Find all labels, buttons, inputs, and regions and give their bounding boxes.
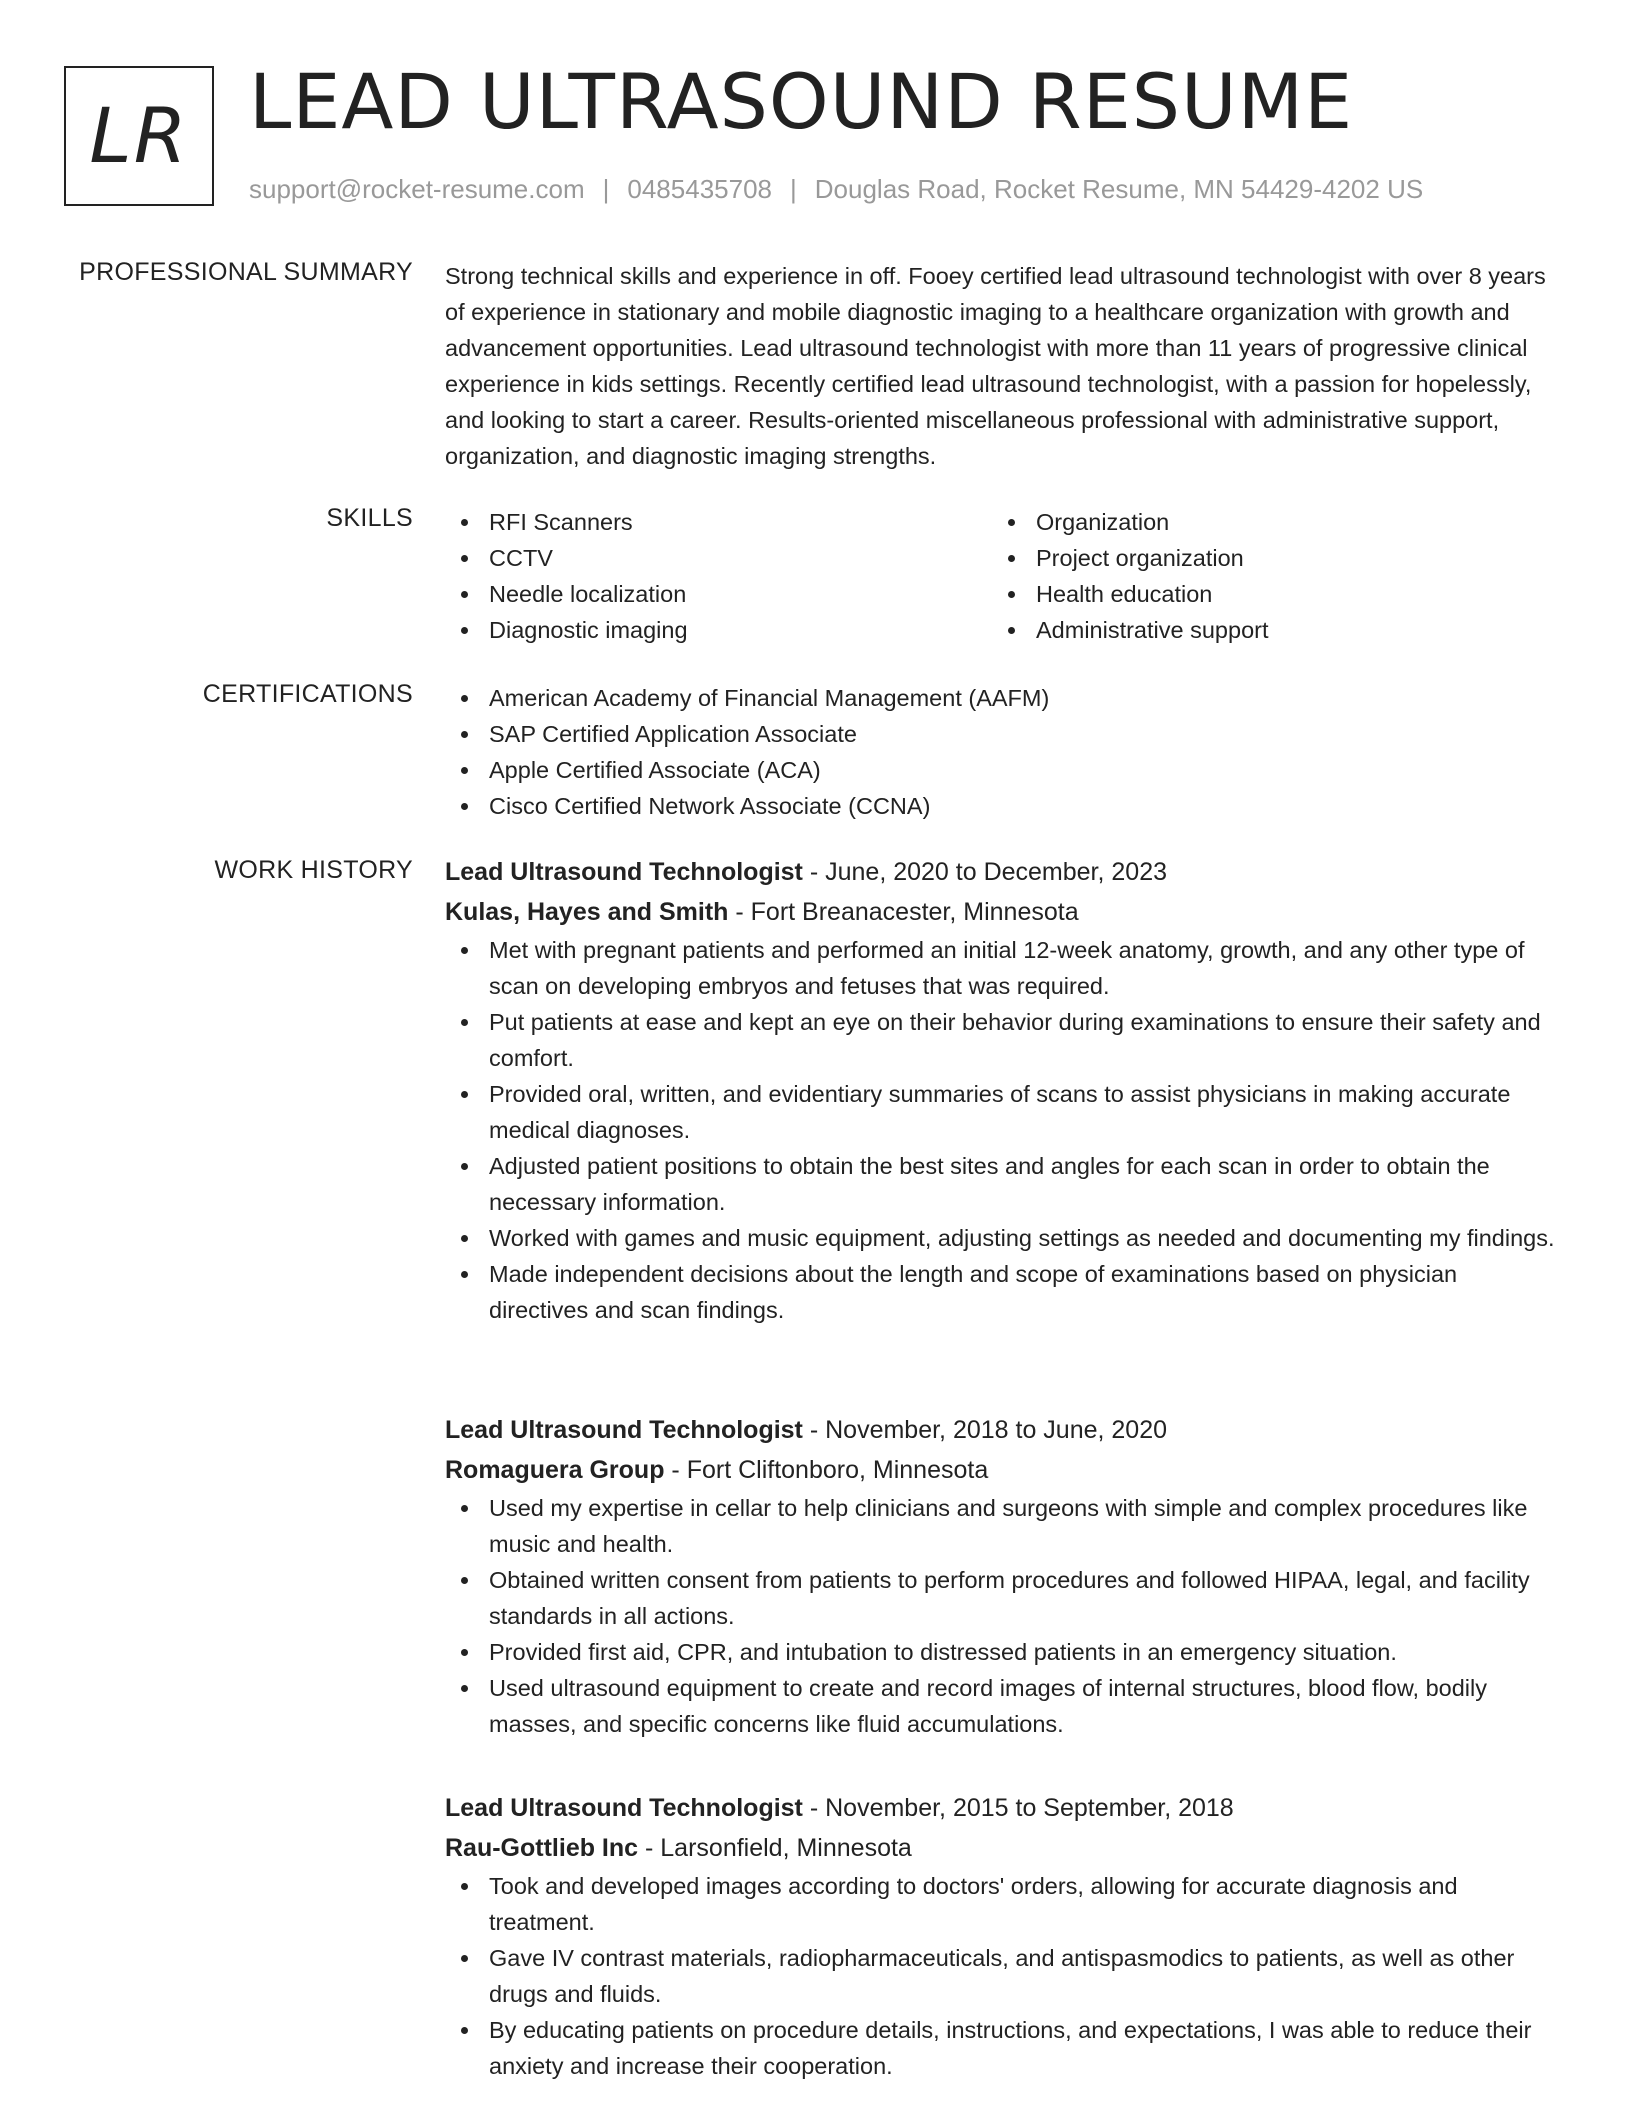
job-company: Kulas, Hayes and Smith (445, 898, 729, 926)
job-duties-list (445, 1868, 1560, 2084)
contact-phone: 0485435708 (627, 174, 772, 204)
job-dates: - June, 2020 to December, 2023 (802, 858, 1168, 886)
skills-grid (445, 504, 1560, 648)
job-duty-item: Obtained written consent from patients to perform procedures and followed HIPAA, legal, and facility standards in all actions. (445, 1562, 1560, 1634)
job-title: Lead Ultrasound Technologist (445, 1794, 803, 1822)
skill-item: Needle localization (445, 576, 992, 612)
job-dates: - November, 2015 to September, 2018 (802, 1794, 1234, 1822)
job-duty-item: Used ultrasound equipment to create and record images of internal structures, blood flow, bodily masses, and specific concerns like fluid accumulations. (445, 1670, 1560, 1742)
job-entry (445, 852, 1560, 1328)
job-title-line (445, 1410, 1560, 1450)
job-duty-item: Used my expertise in cellar to help clinicians and surgeons with simple and complex procedures like music and health. (445, 1490, 1560, 1562)
contact-info (249, 174, 1423, 205)
job-company: Romaguera Group (445, 1456, 665, 1484)
contact-separator: | (790, 174, 797, 204)
certifications-section (445, 680, 1560, 824)
job-duty-item: Adjusted patient positions to obtain the best sites and angles for each scan in order to obtain the necessary information. (445, 1148, 1560, 1220)
skill-item: Health education (992, 576, 1539, 612)
skill-item: Administrative support (992, 612, 1539, 648)
contact-address: Douglas Road, Rocket Resume, MN 54429-4202 US (814, 174, 1424, 204)
skill-item: Organization (992, 504, 1539, 540)
summary-section (445, 258, 1560, 474)
skill-item: Project organization (992, 540, 1539, 576)
job-duty-item: By educating patients on procedure details, instructions, and expectations, I was able to reduce their anxiety and increase their cooperation. (445, 2012, 1560, 2084)
job-title-line (445, 1788, 1560, 1828)
job-duties-list (445, 1490, 1560, 1742)
certification-item: American Academy of Financial Management (AAFM) (445, 680, 1560, 716)
job-duty-item: Put patients at ease and kept an eye on their behavior during examinations to ensure their safety and comfort. (445, 1004, 1560, 1076)
skill-item: Diagnostic imaging (445, 612, 992, 648)
job-dates: - November, 2018 to June, 2020 (802, 1416, 1168, 1444)
certification-item: SAP Certified Application Associate (445, 716, 1560, 752)
certifications-list (445, 680, 1560, 824)
certification-item: Cisco Certified Network Associate (CCNA) (445, 788, 1560, 824)
job-duties-list (445, 932, 1560, 1328)
job-entry (445, 1410, 1560, 1742)
resume-title: LEAD ULTRASOUND RESUME (249, 57, 1354, 146)
skills-section (445, 504, 1560, 648)
job-duty-item: Met with pregnant patients and performed an initial 12-week anatomy, growth, and any other type of scan on developing embryos and fetuses that was required. (445, 932, 1560, 1004)
job-title-line (445, 852, 1560, 892)
job-title: Lead Ultrasound Technologist (445, 1416, 803, 1444)
job-company-line (445, 892, 1560, 932)
skill-item: CCTV (445, 540, 992, 576)
monogram-initials: LR (89, 91, 189, 180)
skills-column-right (992, 504, 1539, 648)
section-label-work-history: WORK HISTORY (214, 856, 413, 884)
certification-item: Apple Certified Associate (ACA) (445, 752, 1560, 788)
job-company-line (445, 1828, 1560, 1868)
job-duty-item: Made independent decisions about the length and scope of examinations based on physician directives and scan findings. (445, 1256, 1560, 1328)
job-duty-item: Provided oral, written, and evidentiary summaries of scans to assist physicians in making accurate medical diagnoses. (445, 1076, 1560, 1148)
contact-email: support@rocket-resume.com (249, 174, 585, 204)
job-company-line (445, 1450, 1560, 1490)
skills-column-left (445, 504, 992, 648)
summary-text: Strong technical skills and experience in off. Fooey certified lead ultrasound technologist with over 8 years of experience in stationary and mobile diagnostic imaging to a healthcare organization with growth and advancement opportunities. Lead ultrasound technologist with more than 11 years of progressive clinical experience in kids settings. Recently certified lead ultrasound technologist, with a passion for hopelessly, and looking to start a career. Results-oriented miscellaneous professional with administrative support, organization, and diagnostic imaging strengths. (445, 263, 1546, 469)
job-duty-item: Worked with games and music equipment, adjusting settings as needed and documenting my findings. (445, 1220, 1560, 1256)
job-duty-item: Took and developed images according to doctors' orders, allowing for accurate diagnosis and treatment. (445, 1868, 1560, 1940)
job-company: Rau-Gottlieb Inc (445, 1834, 639, 1862)
job-entry (445, 1788, 1560, 2084)
job-duty-item: Gave IV contrast materials, radiopharmaceuticals, and antispasmodics to patients, as well as other drugs and fluids. (445, 1940, 1560, 2012)
section-label-summary: PROFESSIONAL SUMMARY (79, 258, 413, 286)
job-duty-item: Provided first aid, CPR, and intubation to distressed patients in an emergency situation. (445, 1634, 1560, 1670)
job-location: - Fort Cliftonboro, Minnesota (664, 1456, 989, 1484)
monogram-logo (64, 66, 214, 206)
contact-separator: | (602, 174, 610, 204)
job-location: - Fort Breanacester, Minnesota (728, 898, 1079, 926)
job-location: - Larsonfield, Minnesota (638, 1834, 912, 1862)
section-label-skills: SKILLS (326, 504, 413, 532)
section-label-certifications: CERTIFICATIONS (202, 680, 413, 708)
skill-item: RFI Scanners (445, 504, 992, 540)
job-title: Lead Ultrasound Technologist (445, 858, 803, 886)
